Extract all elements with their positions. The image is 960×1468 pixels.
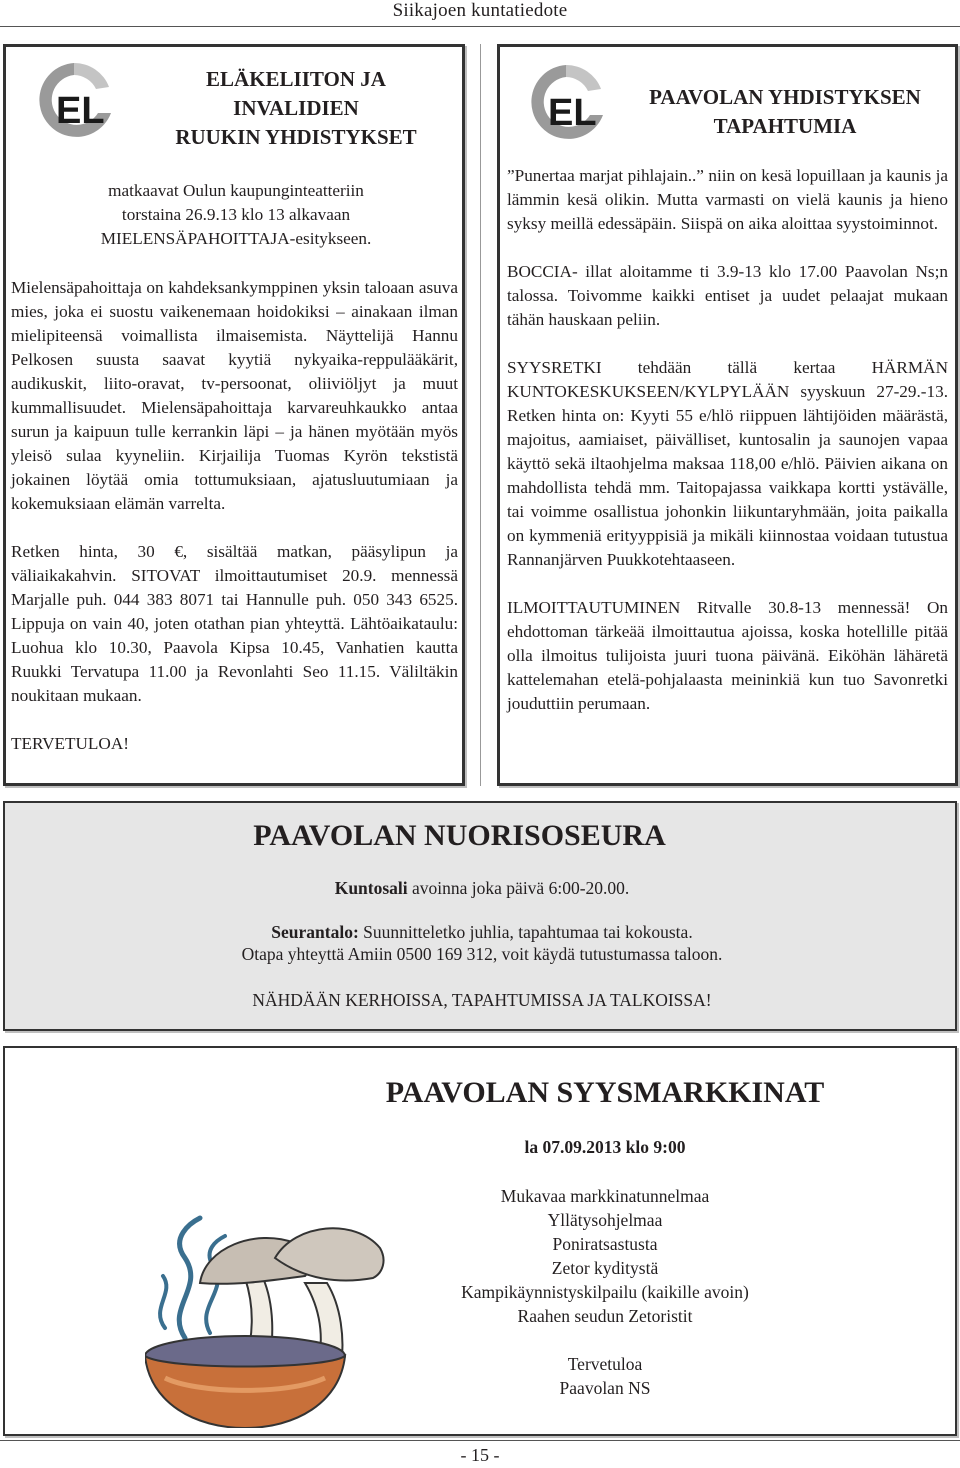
program-item: Kampikäynnistyskilpailu (kaikille avoin) xyxy=(461,1282,749,1302)
autumn-intro: ”Punertaa marjat pihlajain..” niin on kesä lopuillaan ja kaunis ja lämmin kesä olikin. Mutta varmasti on vielä kaunis ja hieno syksy meillä edessäpäin. Siispä on aika aloittaa syystoiminnot. xyxy=(507,166,948,233)
right-box-body xyxy=(507,164,948,716)
seurantalo-label: Seurantalo: xyxy=(271,922,359,942)
syysmarkkinat-title: PAAVOLAN SYYSMARKKINAT xyxy=(385,1076,825,1109)
program-item: Yllätysohjelmaa xyxy=(547,1210,663,1230)
market-date: la 07.09.2013 klo 9:00 xyxy=(524,1137,686,1157)
program-item: Raahen seudun Zetoristit xyxy=(517,1306,693,1326)
autumn-trip-info: SYYSRETKI tehdään tällä kertaa HÄRMÄN KUNTOKESKUKSEEN/KYLPYLÄÄN syyskuun 27-29.-13. Retken hinta on: Kyyti 55 e/hlö riippuen lähtijöiden määrästä, majoitus, aamiaiset, päivälliset, kuntosalin ja saunojen vapaa käyttö sekä iltaohjelma maksaa 118,00 e/hlö. Päivien aikana on mahdollista tehdä mm. Taitopajassa vaikkapa kortti ystävälle, tai voimme osallistua johonkin liikuntaryhmään, joita paikalla on kymmeniä erityyppisiä ja mikäli kiinnostaa voidaan tutustua Rannanjärven Puukkotehtaaseen. xyxy=(507,358,948,569)
registration-info: ILMOITTAUTUMINEN Ritvalle 30.8-13 mennessä! On ehdottoman tärkeää ilmoittautua ajoissa, koska hotellille pitää olla ilmoitus tulijoista juuri tuona päivänä. Eiköhän lähäretä kattelemahan etelä-pohjalaasta meininkiä kun tuo Savonretki jouduttiin perumaan. xyxy=(507,598,948,713)
column-divider xyxy=(480,44,481,786)
program-item: Poniratsastusta xyxy=(552,1234,658,1254)
title-line: PAAVOLAN YHDISTYKSEN xyxy=(649,85,921,109)
intro-line: matkaavat Oulun kaupunginteatteriin xyxy=(108,181,364,200)
el-logo-text: EL xyxy=(548,92,597,134)
contact-line: Otapa yhteyttä Amiin 0500 169 312, voit käydä tutustumassa taloon. xyxy=(241,944,723,964)
paavola-events-box xyxy=(497,44,958,786)
header-rule xyxy=(0,26,960,27)
program-item: Zetor kyditystä xyxy=(551,1258,659,1278)
program-item: Mukavaa markkinatunnelmaa xyxy=(500,1186,710,1206)
boccia-info: BOCCIA- illat aloitamme ti 3.9-13 klo 17.00 Paavolan Ns;n talossa. Toivomme kaikki entiset ja uudet pelaajat mukaan tähän hauskaan peliin. xyxy=(507,262,948,329)
intro-line: torstaina 26.9.13 klo 13 alkavaan xyxy=(121,205,351,224)
closing-line: Paavolan NS xyxy=(559,1378,651,1398)
slogan-line: NÄHDÄÄN KERHOISSA, TAPAHTUMISSA JA TALKOISSA! xyxy=(252,990,712,1010)
syysmarkkinat-box xyxy=(3,1046,957,1436)
intro-line: MIELENSÄPAHOITTAJA-esitykseen. xyxy=(100,229,372,248)
kuntosali-text: avoinna joka päivä 6:00-20.00. xyxy=(407,878,630,898)
seurantalo-text: Suunnitteletko juhlia, tapahtumaa tai kokousta. xyxy=(358,922,693,942)
seurantalo-line xyxy=(5,920,959,944)
page-number: - 15 - xyxy=(460,1445,500,1465)
market-closing xyxy=(310,1352,900,1400)
kuntosali-line xyxy=(5,876,959,900)
el-logo-text: EL xyxy=(56,90,105,132)
left-box-intro xyxy=(36,179,436,251)
trip-details: Retken hinta, 30 €, sisältää matkan, pääsylipun ja väliaikakahvin. SITOVAT ilmoittautumiset 20.9. mennessä Marjalle puh. 044 383 8071 tai Hannulle puh. 050 343 6525. Lippuja on vain 40, joten otathan pian yhteyttä. Lähtöaikataulu: Luohua klo 10.30, Paavola Kipsa 10.45, Vanhatien kautta Ruukki Tervatupa 11.00 ja Revonlahti Seo 11.15. Väliltäkin noukitaan mukaan. xyxy=(11,542,458,705)
newsletter-title: Siikajoen kuntatiedote xyxy=(392,0,568,21)
nuorisoseura-box xyxy=(3,801,957,1031)
title-line: ELÄKELIITON JA xyxy=(206,67,386,91)
kuntosali-label: Kuntosali xyxy=(334,878,408,898)
elakeliitto-box xyxy=(3,44,465,786)
el-logo-icon xyxy=(508,61,624,139)
footer-rule xyxy=(0,1440,960,1441)
right-box-title xyxy=(620,83,950,141)
left-box-title xyxy=(156,65,436,152)
title-line: TAPAHTUMIA xyxy=(713,114,857,138)
market-program xyxy=(310,1184,900,1328)
left-box-body xyxy=(11,276,458,756)
nuorisoseura-title-text: PAAVOLAN NUORISOSEURA xyxy=(253,819,666,852)
title-line: INVALIDIEN xyxy=(233,96,359,120)
el-logo-icon xyxy=(16,59,132,137)
welcome-text: TERVETULOA! xyxy=(11,734,129,753)
closing-line: Tervetuloa xyxy=(567,1354,643,1374)
title-line: RUUKIN YHDISTYKSET xyxy=(175,125,417,149)
nuorisoseura-title xyxy=(5,819,959,853)
play-description: Mielensäpahoittaja on kahdeksankymppinen yksin taloaan asuva mies, joka ei suostu vaikenemaan hoidokiksi – ainakaan ilman mielipiteensä voimallista ilmaisemista. Näyttelijä Hannu Pelkosen suusta saavat kyytiä nykyaika-reppulääkärit, audikuskit, liito-oravat, tv-persoonat, oliiviöljyt ja muut kummallisuudet. Mielensäpahoittaja karvareuhkaukko antaa surun ja kaipuun tulle kerrankin läpi – ja hänen myötään myös yleisö sulaa kyyneliin. Kirjailija Tuomas Kyrön tekstistä jokainen löytää omia tottumuksiaan, ajatusluutumiaan ja kokemuksiaan elämän varrelta. xyxy=(11,278,458,513)
